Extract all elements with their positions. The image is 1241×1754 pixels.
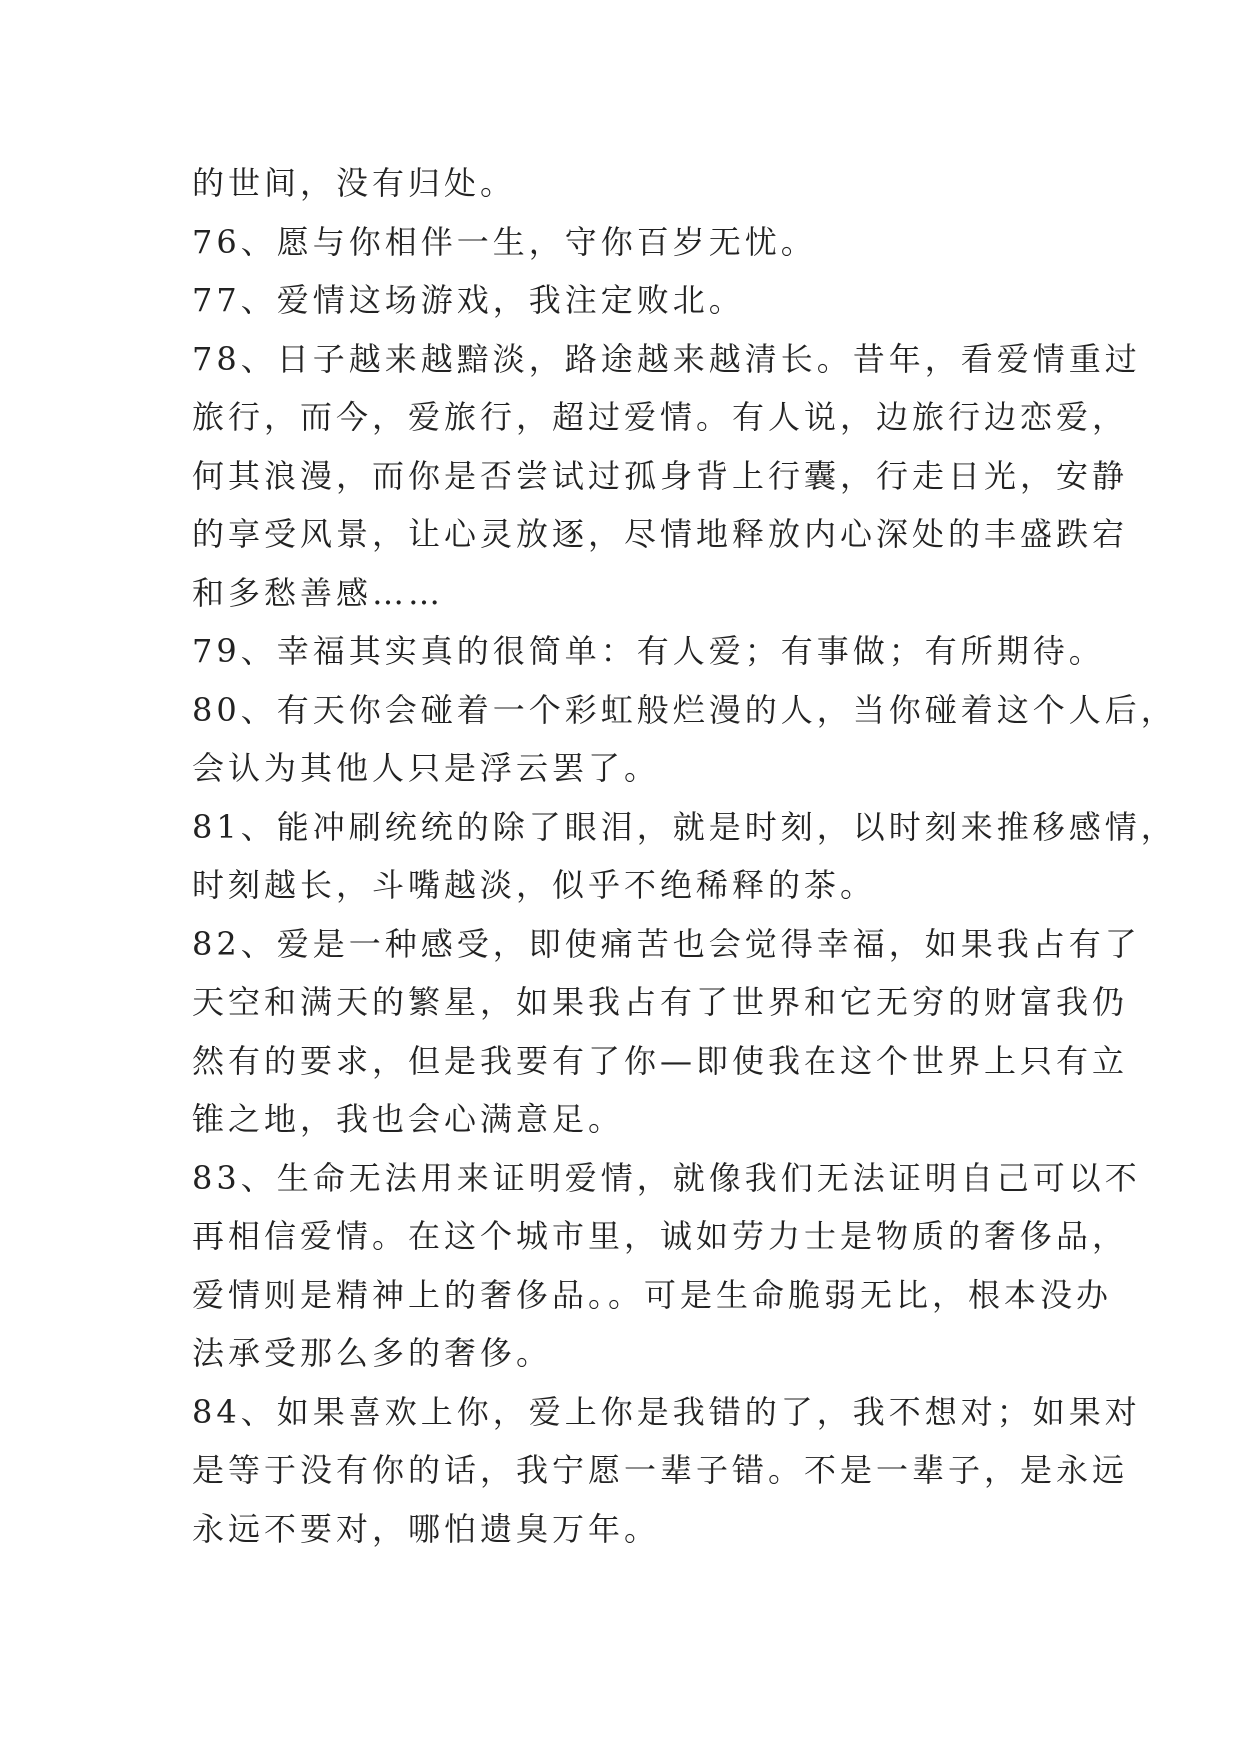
text-line: 法承受那么多的奢侈。	[192, 1334, 553, 1372]
text-line: 时刻越长，斗嘴越淡，似乎不绝稀释的茶。	[192, 866, 877, 904]
text-line: 天空和满天的繁星，如果我占有了世界和它无穷的财富我仍	[192, 983, 1129, 1021]
text-line: 会认为其他人只是浮云罢了。	[192, 749, 661, 787]
body-text	[192, 154, 1177, 1558]
text-line: 79、幸福其实真的很简单：有人爱；有事做；有所期待。	[192, 632, 1105, 670]
text-line: 爱情则是精神上的奢侈品。。可是生命脆弱无比，根本没办	[192, 1275, 1113, 1314]
text-line: 76、愿与你相伴一生，守你百岁无忧。	[192, 222, 817, 261]
text-line: 77、爱情这场游戏，我注定败北。	[192, 281, 745, 319]
text-line: 78、日子越来越黯淡，路途越来越清长。昔年，看爱情重过	[192, 339, 1141, 378]
text-line: 是等于没有你的话，我宁愿一辈子错。不是一辈子，是永远	[192, 1451, 1129, 1489]
text-line: 84、如果喜欢上你，爱上你是我错的了，我不想对；如果对	[192, 1392, 1141, 1431]
text-line: 80、有天你会碰着一个彩虹般烂漫的人，当你碰着这个人后，	[192, 690, 1177, 729]
text-line: 然有的要求，但是我要有了你—即使我在这个世界上只有立	[192, 1041, 1129, 1080]
text-line: 81、能冲刷统统的除了眼泪，就是时刻，以时刻来推移感情，	[192, 807, 1177, 846]
text-line: 82、爱是一种感受，即使痛苦也会觉得幸福，如果我占有了	[192, 924, 1141, 963]
text-line: 和多愁善感……	[192, 573, 445, 612]
text-line: 的世间，没有归处。	[192, 164, 517, 202]
text-line: 何其浪漫，而你是否尝试过孤身背上行囊，行走日光，安静	[192, 456, 1129, 495]
text-line: 再相信爱情。在这个城市里，诚如劳力士是物质的奢侈品，	[192, 1217, 1129, 1255]
text-line: 锥之地，我也会心满意足。	[192, 1100, 625, 1138]
text-line: 旅行，而今，爱旅行，超过爱情。有人说，边旅行边恋爱，	[192, 398, 1129, 436]
text-line: 的享受风景，让心灵放逐，尽情地释放内心深处的丰盛跌宕	[192, 515, 1129, 553]
text-line: 永远不要对，哪怕遗臭万年。	[192, 1509, 661, 1548]
text-line: 83、生命无法用来证明爱情，就像我们无法证明自己可以不	[192, 1158, 1141, 1197]
